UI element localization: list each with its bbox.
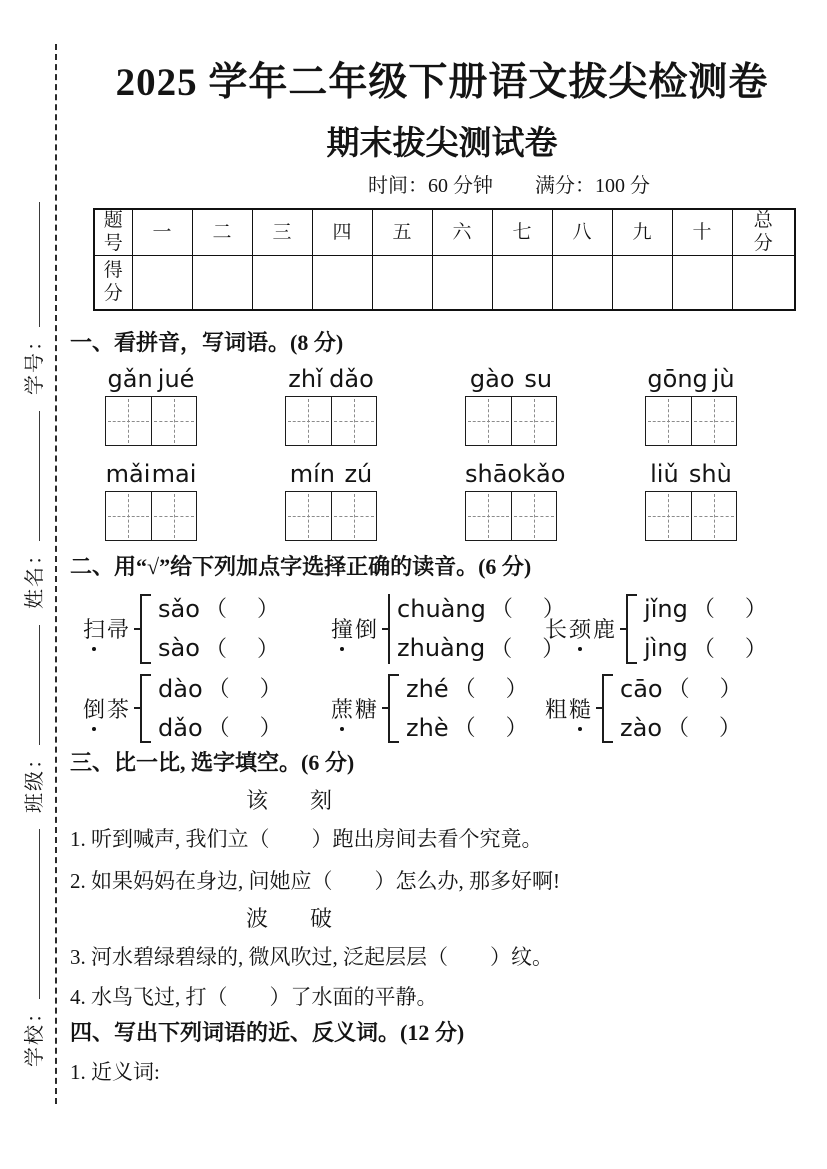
- score-table-header-cell: 题 号: [94, 209, 132, 255]
- pinyin-word-item: [465, 366, 557, 446]
- pinyin-syllable: shāo: [465, 459, 523, 488]
- fill-blank-item: 3. 河水碧绿碧绿的, 微风吹过, 泛起层层（ ）纹。: [70, 945, 553, 970]
- score-table-header-cell: 二: [192, 209, 252, 255]
- tianzige-cell[interactable]: [151, 397, 197, 445]
- pinyin-syllable: mǎi: [105, 459, 151, 488]
- option-column: [158, 671, 282, 747]
- pinyin-label: [465, 366, 557, 392]
- tianzige-cell[interactable]: [511, 492, 557, 540]
- section-2-heading: 二、用“√”给下列加点字选择正确的读音。(6 分): [70, 554, 532, 580]
- student-info-label: 姓名：: [23, 543, 46, 609]
- check-blank-paren[interactable]: [205, 594, 279, 624]
- bracket-shape: [140, 594, 151, 664]
- target-word: [544, 613, 616, 644]
- reading-group: [82, 591, 330, 667]
- paren-close: ）: [259, 715, 282, 741]
- bracket-shape: [388, 594, 390, 664]
- pinyin-syllable: kǎo: [522, 459, 566, 488]
- choice-character: 破: [310, 905, 333, 931]
- pinyin-word-item: [105, 366, 197, 446]
- paren-close: ）: [719, 675, 742, 701]
- pinyin-syllable: zú: [344, 459, 373, 488]
- paren-close: ）: [542, 596, 565, 622]
- student-info-label: 学校：: [23, 1001, 46, 1067]
- page-title: 2025 学年二年级下册语文拔尖检测卷: [115, 61, 769, 104]
- option-pinyin: sào: [158, 634, 200, 663]
- bracket-shape: [602, 674, 613, 744]
- paren-open: （: [692, 596, 715, 622]
- paren-open: （: [204, 635, 227, 661]
- paren-open: （: [490, 635, 513, 661]
- choice-character: 该: [246, 787, 269, 813]
- paren-open: （: [667, 675, 690, 701]
- score-table-header-cell: 七: [492, 209, 552, 255]
- pinyin-word-item: [105, 461, 197, 541]
- option-pinyin: sǎo: [158, 594, 200, 623]
- option-pinyin: jǐng: [644, 594, 688, 623]
- pinyin-syllable: dǎo: [329, 364, 374, 393]
- pronunciation-option: [620, 712, 742, 744]
- check-blank-paren[interactable]: [693, 634, 767, 664]
- choice-character: 波: [246, 905, 269, 931]
- dotted-character: 倒: [82, 693, 106, 724]
- reading-group: [330, 671, 544, 747]
- score-table-header-cell: 三: [252, 209, 312, 255]
- character: 鹿: [593, 617, 616, 643]
- paren-close: ）: [744, 635, 767, 661]
- score-cell[interactable]: [252, 256, 312, 311]
- paren-open: （: [692, 635, 715, 661]
- character: 粗: [545, 696, 568, 722]
- score-row-label: 得 分: [94, 256, 132, 311]
- pinyin-word-item: [285, 461, 377, 541]
- tianzige-cell[interactable]: [646, 397, 691, 445]
- student-info-blank-line[interactable]: [25, 411, 40, 541]
- tianzige-cell[interactable]: [466, 492, 511, 540]
- score-cell[interactable]: [672, 256, 732, 311]
- reading-row: [82, 671, 814, 747]
- pinyin-label: [105, 461, 197, 487]
- time-limit: 时间：60 分钟: [368, 175, 493, 198]
- score-table-header-cell: 总 分: [732, 209, 795, 255]
- check-blank-paren[interactable]: [208, 713, 282, 743]
- paren-close: ）: [542, 635, 565, 661]
- pinyin-label: [465, 459, 566, 488]
- pinyin-word-item: [645, 366, 737, 446]
- score-table-header-cell: 四: [312, 209, 372, 255]
- answer-writing-box[interactable]: [465, 491, 557, 541]
- option-pinyin: chuàng: [397, 594, 486, 623]
- pinyin-word-item: [285, 366, 377, 446]
- answer-writing-box[interactable]: [465, 396, 557, 446]
- option-pinyin: zhè: [406, 713, 449, 742]
- score-cell[interactable]: [312, 256, 372, 311]
- option-pinyin: zào: [620, 713, 663, 742]
- check-blank-paren[interactable]: [454, 713, 528, 743]
- dotted-character: 撞: [330, 613, 354, 644]
- option-pinyin: zhuàng: [397, 634, 486, 663]
- check-blank-paren[interactable]: [208, 674, 282, 704]
- pinyin-syllable: gǎn: [107, 364, 153, 393]
- paren-close: ）: [259, 675, 282, 701]
- pronunciation-option: [644, 632, 767, 664]
- character: 糖: [355, 696, 378, 722]
- score-table-header-cell: 十: [672, 209, 732, 255]
- reading-group: [330, 591, 565, 667]
- answer-writing-box[interactable]: [645, 396, 737, 446]
- tianzige-cell[interactable]: [511, 397, 557, 445]
- pinyin-syllable: gōng: [647, 364, 708, 393]
- option-pinyin: cāo: [620, 674, 663, 703]
- pronunciation-option: [158, 673, 282, 705]
- option-pinyin: zhé: [406, 674, 449, 703]
- fill-blank-item: 1. 听到喊声, 我们立（ ）跑出房间去看个究竟。: [70, 827, 543, 852]
- target-word: [544, 693, 592, 724]
- choice-character: 刻: [310, 787, 333, 813]
- paren-close: ）: [505, 675, 528, 701]
- bracket-shape: [388, 674, 399, 744]
- option-column: [397, 591, 565, 667]
- section-3-heading: 三、比一比, 选字填空。(6 分): [70, 750, 355, 776]
- option-column: [158, 591, 279, 667]
- full-score: 满分：100 分: [535, 175, 650, 198]
- section-1-heading: 一、看拼音，写词语。(8 分): [70, 330, 344, 356]
- tianzige-cell[interactable]: [151, 492, 197, 540]
- tianzige-cell[interactable]: [691, 397, 737, 445]
- tianzige-cell[interactable]: [106, 492, 151, 540]
- dotted-character: 蔗: [330, 693, 354, 724]
- target-word: [82, 613, 130, 644]
- check-blank-paren[interactable]: [205, 634, 279, 664]
- exam-content: [70, 0, 814, 1085]
- score-table-header-cell: 一: [132, 209, 192, 255]
- bracket-shape: [140, 674, 151, 744]
- pinyin-label: [645, 366, 737, 392]
- pronunciation-option: [406, 673, 528, 705]
- fill-blank-item: 4. 水鸟飞过, 打（ ）了水面的平静。: [70, 985, 438, 1010]
- pinyin-label: [285, 366, 377, 392]
- score-cell[interactable]: [552, 256, 612, 311]
- paren-open: （: [453, 675, 476, 701]
- pronunciation-option: [397, 593, 565, 625]
- reading-rows: [70, 591, 814, 747]
- pinyin-syllable: jù: [712, 364, 735, 393]
- check-blank-paren[interactable]: [693, 594, 767, 624]
- character: 茶: [107, 696, 130, 722]
- paren-close: ）: [744, 596, 767, 622]
- tianzige-cell[interactable]: [286, 397, 331, 445]
- dotted-character: 糙: [568, 693, 592, 724]
- paren-close: ）: [505, 715, 528, 741]
- pinyin-label: [285, 461, 377, 487]
- paren-close: ）: [256, 635, 279, 661]
- score-cell[interactable]: [132, 256, 192, 311]
- option-column: [620, 671, 742, 747]
- tianzige-cell[interactable]: [106, 397, 151, 445]
- pinyin-syllable: liǔ: [650, 459, 679, 488]
- target-word: [330, 613, 378, 644]
- dotted-character: 扫: [82, 613, 106, 644]
- synonym-sub-item: 1. 近义词:: [70, 1060, 160, 1085]
- page-subtitle: 期末拔尖测试卷: [326, 125, 558, 162]
- pinyin-rows: [70, 366, 814, 542]
- student-info-label: 班级：: [23, 747, 46, 813]
- score-cell[interactable]: [372, 256, 432, 311]
- pinyin-row: [105, 366, 814, 446]
- pinyin-syllable: shù: [688, 459, 732, 488]
- option-pinyin: dào: [158, 674, 203, 703]
- pinyin-label: [645, 461, 737, 487]
- option-column: [406, 671, 528, 747]
- paren-open: （: [207, 715, 230, 741]
- section-4-heading: 四、写出下列词语的近、反义词。(12 分): [70, 1019, 465, 1045]
- character: 帚: [107, 617, 130, 643]
- target-word: [82, 693, 130, 724]
- score-table-header-cell: 八: [552, 209, 612, 255]
- bracket-shape: [626, 594, 637, 664]
- student-info-blank-line[interactable]: [25, 202, 40, 327]
- exam-info-line: [70, 174, 814, 198]
- check-blank-paren[interactable]: [454, 674, 528, 704]
- pinyin-word-item: [645, 461, 737, 541]
- score-cell[interactable]: [492, 256, 552, 311]
- paren-close: ）: [719, 715, 742, 741]
- pinyin-row: [105, 461, 814, 541]
- pinyin-label: [105, 366, 197, 392]
- paren-open: （: [204, 596, 227, 622]
- paren-close: ）: [256, 596, 279, 622]
- option-pinyin: jìng: [644, 634, 688, 663]
- character: 倒: [355, 617, 378, 643]
- student-info-blank-line[interactable]: [25, 829, 40, 999]
- pinyin-syllable: mai: [151, 459, 197, 488]
- dotted-character: 颈: [568, 613, 592, 644]
- student-info-blank-line[interactable]: [25, 625, 40, 745]
- answer-writing-box[interactable]: [105, 396, 197, 446]
- answer-writing-box[interactable]: [285, 491, 377, 541]
- tianzige-cell[interactable]: [691, 492, 737, 540]
- pinyin-syllable: zhǐ: [288, 364, 323, 393]
- student-info-strip: [12, 42, 52, 1112]
- pronunciation-option: [158, 632, 279, 664]
- pronunciation-option: [620, 673, 742, 705]
- check-blank-paren[interactable]: [668, 674, 742, 704]
- reading-group: [544, 591, 814, 667]
- score-table-header-cell: 九: [612, 209, 672, 255]
- pronunciation-option: [406, 712, 528, 744]
- tianzige-cell[interactable]: [331, 492, 377, 540]
- character: 长: [545, 617, 568, 643]
- answer-writing-box[interactable]: [105, 491, 197, 541]
- tianzige-cell[interactable]: [646, 492, 691, 540]
- fold-dashed-line: [55, 44, 57, 1104]
- tianzige-cell[interactable]: [466, 397, 511, 445]
- score-cell[interactable]: [612, 256, 672, 311]
- option-pinyin: dǎo: [158, 713, 203, 742]
- reading-row: [82, 591, 814, 667]
- pinyin-syllable: jué: [157, 364, 195, 393]
- student-info-label: 学号：: [23, 329, 46, 395]
- pronunciation-option: [397, 632, 565, 664]
- pronunciation-option: [644, 593, 767, 625]
- pinyin-word-item: [465, 459, 566, 541]
- fill-blank-item: 2. 如果妈妈在身边, 问她应（ ）怎么办, 那多好啊!: [70, 869, 560, 894]
- choice-pair-bo-po: [246, 905, 814, 933]
- paren-open: （: [207, 675, 230, 701]
- score-table: [93, 208, 796, 311]
- score-cell[interactable]: [432, 256, 492, 311]
- check-blank-paren[interactable]: [667, 713, 741, 743]
- score-table-header-cell: 六: [432, 209, 492, 255]
- pronunciation-option: [158, 712, 282, 744]
- tianzige-cell[interactable]: [286, 492, 331, 540]
- tianzige-cell[interactable]: [331, 397, 377, 445]
- target-word: [330, 693, 378, 724]
- paren-open: （: [490, 596, 513, 622]
- pronunciation-option: [158, 593, 279, 625]
- answer-writing-box[interactable]: [285, 396, 377, 446]
- reading-group: [82, 671, 330, 747]
- pinyin-syllable: gào: [469, 364, 515, 393]
- choice-pair-gai-ke: [246, 787, 814, 815]
- pinyin-syllable: mín: [289, 459, 335, 488]
- paren-open: （: [453, 715, 476, 741]
- paren-open: （: [667, 715, 690, 741]
- pinyin-syllable: su: [524, 364, 553, 393]
- answer-writing-box[interactable]: [645, 491, 737, 541]
- option-column: [644, 591, 767, 667]
- score-cell[interactable]: [732, 256, 795, 311]
- score-table-header-cell: 五: [372, 209, 432, 255]
- reading-group: [544, 671, 814, 747]
- score-cell[interactable]: [192, 256, 252, 311]
